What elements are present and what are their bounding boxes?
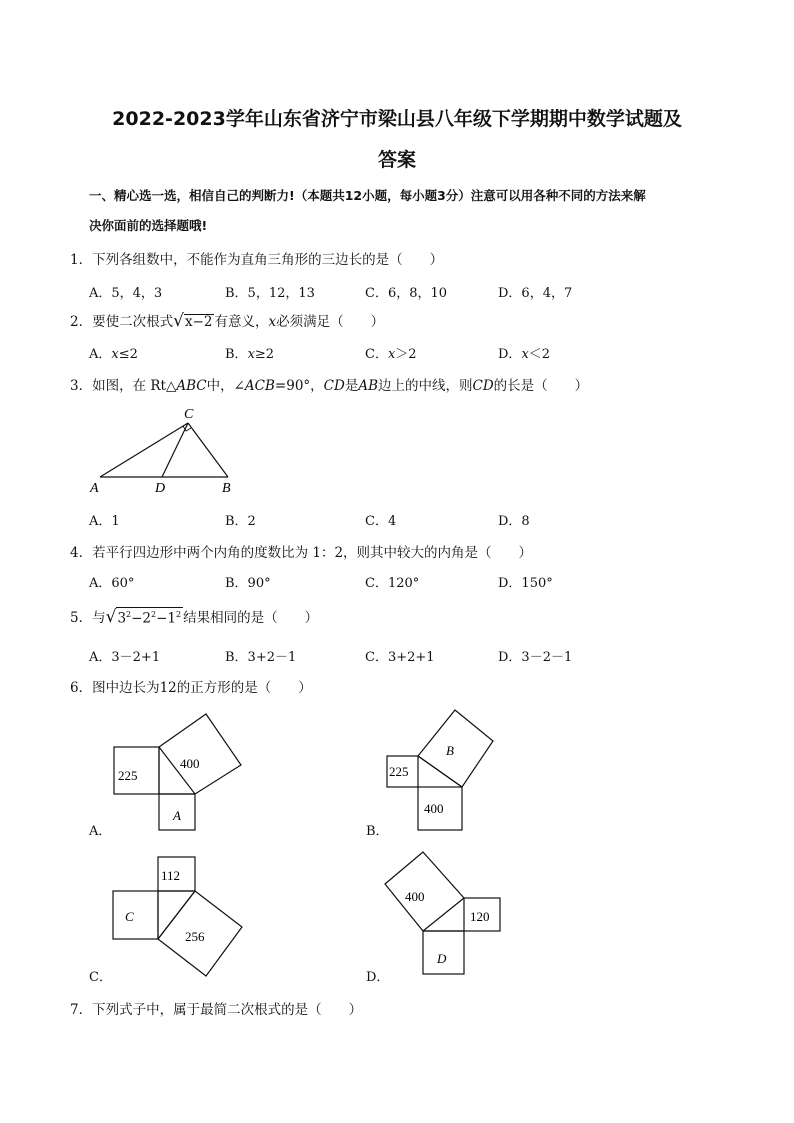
q1-option-a: A．5，4，3: [89, 286, 163, 301]
q6-option-d-label: D．: [366, 970, 390, 985]
figB-label-b: B: [446, 743, 454, 758]
q5-option-c: C．3+2+1: [365, 650, 435, 665]
question-3-stem: 3．如图，在 Rt△ABC中，∠ACB=90°，CD是AB边上的中线，则CD的长是（ ）: [70, 378, 589, 394]
q3-option-c: C．4: [365, 514, 397, 529]
q5-option-b: B．3+2－1: [225, 650, 297, 665]
section-instruction-line2: 决你面前的选择题哦!: [89, 218, 208, 233]
q5-radicand: $3^2-2^2-1^2$: [116, 607, 183, 626]
q2-option-b: B．x≥2: [225, 347, 275, 362]
figB-square-b: [418, 710, 493, 787]
figD-label-400: 400: [405, 889, 425, 904]
figD-label-d: D: [437, 951, 447, 966]
label-b: B: [222, 481, 231, 496]
q4-option-b: B．90°: [225, 576, 271, 591]
figB-label-225: 225: [389, 764, 409, 779]
figD-label-120: 120: [470, 909, 490, 924]
figA-square-400: [159, 714, 241, 794]
figA-label-400: 400: [180, 756, 200, 771]
q4-option-c: C．120°: [365, 576, 420, 591]
figB-label-400: 400: [424, 801, 444, 816]
q2-option-c: C．x＞2: [365, 347, 417, 362]
q5-option-d: D．3－2－1: [498, 650, 573, 665]
q2-option-d: D．x＜2: [498, 347, 551, 362]
q6-option-b-label: B．: [366, 824, 389, 839]
q3-option-a: A．1: [89, 514, 120, 529]
q5-option-a: A．3－2+1: [89, 650, 161, 665]
figC-label-256: 256: [185, 929, 205, 944]
q4-option-d: D．150°: [498, 576, 553, 591]
q3-option-d: D．8: [498, 514, 530, 529]
question-2-stem: 2．要使二次根式√x−2 有意义，x必须满足（ ）: [70, 311, 385, 331]
section-instruction-line1: 一、精心选一选，相信自己的判断力!（本题共12小题，每小题3分）注意可以用各种不同的方法来解: [89, 188, 646, 203]
question-4-stem: 4．若平行四边形中两个内角的度数比为 1：2，则其中较大的内角是（ ）: [70, 545, 533, 561]
figC-label-c: C: [125, 909, 134, 924]
figA-label-225: 225: [118, 768, 138, 783]
q6-option-c-label: C．: [89, 970, 112, 985]
question-5-stem: 5．与$√3^2-2^2-1^2$ 结果相同的是（ ）: [70, 607, 319, 627]
q2-radicand: x−2: [184, 314, 213, 330]
figA-label-a: A: [173, 808, 181, 823]
q1-option-c: C．6，8，10: [365, 286, 448, 301]
label-a: A: [90, 481, 99, 496]
question-7-stem: 7．下列式子中，属于最简二次根式的是（ ）: [70, 1002, 363, 1018]
question-1-stem: 1．下列各组数中，不能作为直角三角形的三边长的是（ ）: [70, 252, 444, 268]
figC-label-112: 112: [161, 868, 181, 883]
figD-square-400: [385, 852, 464, 931]
page-title-line1: 2022-2023学年山东省济宁市梁山县八年级下学期期中数学试题及: [112, 108, 682, 130]
q4-option-a: A．60°: [89, 576, 135, 591]
q3-option-b: B．2: [225, 514, 256, 529]
q6-option-a-label: A．: [89, 824, 112, 839]
q1-option-d: D．6，4，7: [498, 286, 573, 301]
question-6-stem: 6．图中边长为12的正方形的是（ ）: [70, 680, 312, 696]
page-title-line2: 答案: [377, 149, 416, 171]
figC-square-c: [113, 891, 158, 939]
label-d: D: [155, 481, 166, 496]
label-c: C: [184, 407, 194, 422]
q1-option-b: B．5，12，13: [225, 286, 315, 301]
q2-option-a: A．x≤2: [89, 347, 138, 362]
